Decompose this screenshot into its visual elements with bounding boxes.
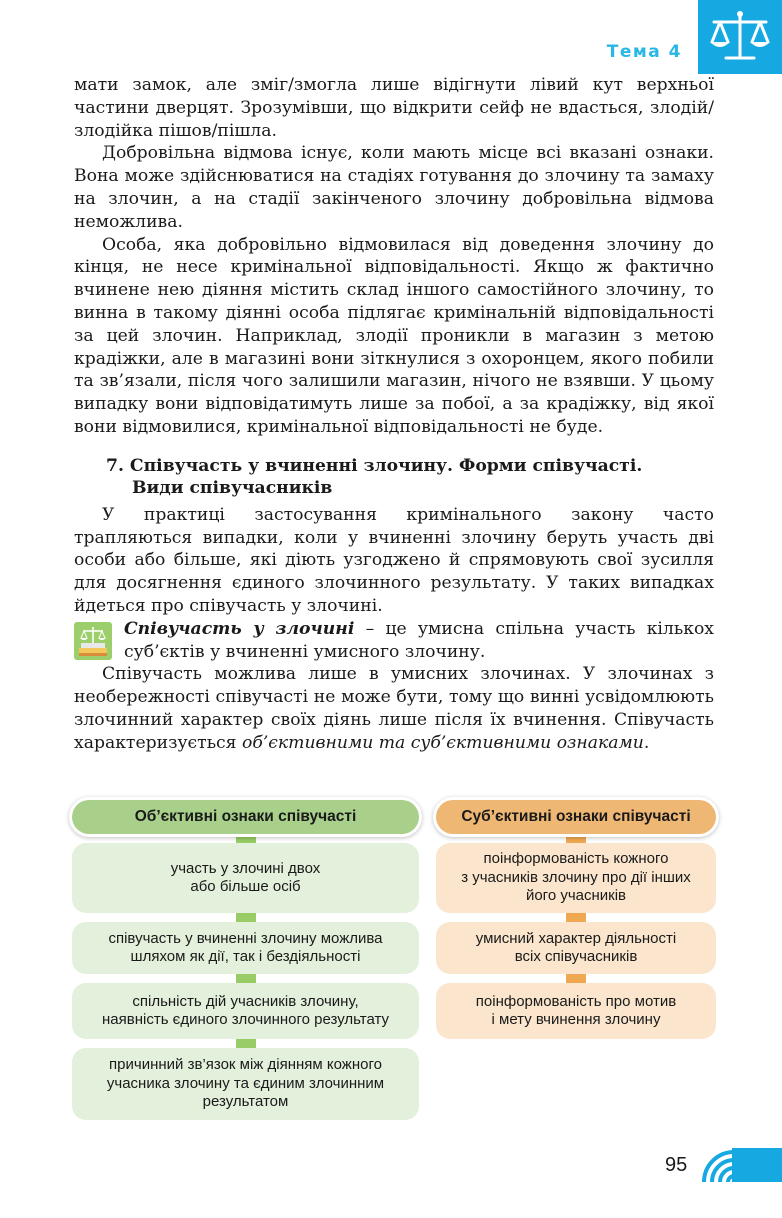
objective-features-column — [72, 800, 419, 1120]
subjective-feature-text: поінформованість кожного з учасників злочину про дії інших його учасників — [461, 850, 691, 905]
definition-body: – це умисна спільна участь кількох суб’єктів у вчиненні умисного злочину. — [124, 618, 714, 662]
page-corner-arcs-icon — [698, 1148, 782, 1182]
definition-text — [124, 618, 714, 664]
books-scales-icon — [74, 622, 112, 660]
subjective-feature-box — [436, 922, 716, 974]
paragraph-5-start: Співучасть можлива лише в умисних злочинах. У злочинах з необережності співучасті не може бути, тому що винні усвідомлюють злочинний характер своїх діянь лише після їх вчинення. Співучасть характеризується — [74, 664, 714, 753]
connector — [566, 974, 586, 983]
objective-feature-box — [72, 1048, 419, 1120]
main-content — [74, 74, 714, 755]
objective-feature-text: причинний зв’язок між діянням кожного учасника злочину та єдиним злочинним результатом — [106, 1056, 385, 1111]
paragraph-1: мати замок, але зміг/змогла лише відігнути лівий кут верхньої частини дверцят. Зрозумівши, що відкрити сейф не вдасться, злодій/злодійка пішов/пішла. — [74, 75, 714, 141]
scales-icon — [706, 8, 774, 66]
objective-feature-text: участь у злочині двох або більше осіб — [170, 859, 321, 895]
connector — [566, 913, 586, 922]
theme-label: Тема 4 — [606, 42, 682, 62]
connector — [566, 834, 586, 843]
subjective-features-header: Суб’єктивні ознаки співучасті — [436, 800, 716, 834]
objective-features-header: Об’єктивні ознаки співучасті — [72, 800, 419, 834]
paragraph-5-end: . — [643, 732, 650, 753]
connector — [236, 913, 256, 922]
subjective-feature-text: умисний характер діяльності всіх співучасників — [475, 929, 677, 965]
definition-block — [74, 618, 714, 664]
theme-tab — [698, 0, 782, 74]
paragraph-5-italic: об’єктивними та суб’єктивними ознаками — [241, 732, 644, 753]
section-heading-line-2: Види співучасників — [132, 478, 333, 499]
objective-feature-text: спільність дій учасників злочину, наявність єдиного злочинного результату — [101, 992, 390, 1028]
subjective-feature-text: поінформованість про мотив і мету вчинення злочину — [475, 992, 677, 1028]
section-heading — [106, 455, 714, 500]
features-diagram — [72, 800, 717, 1130]
objective-feature-box — [72, 922, 419, 974]
objective-feature-box — [72, 843, 419, 913]
objective-feature-text: співучасть у вчиненні злочину можлива шляхом як дії, так і бездіяльності — [108, 929, 383, 965]
connector — [236, 1039, 256, 1048]
section-heading-line-1: 7. Співучасть у вчиненні злочину. Форми співучасті. — [106, 455, 643, 476]
connector — [236, 834, 256, 843]
page-number: 95 — [665, 1154, 688, 1176]
paragraph-5 — [74, 663, 714, 754]
definition-term: Співучасть у злочині — [124, 618, 355, 639]
paragraph-4: У практиці застосування кримінального закону часто трапляються випадки, коли у вчиненні злочину беруть участь дві особи або більше, які діють узгоджено й спрямовують свої зусилля для досягнення єдиного злочинного результату. У таких випадках йдеться про співучасть у злочині. — [74, 504, 714, 616]
objective-feature-box — [72, 983, 419, 1039]
paragraph-2: Добровільна відмова існує, коли мають місце всі вказані ознаки. Вона може здійснюватися на стадіях готування до злочину та замаху на злочин, а на стадії закінченого злочину добровільна відмова неможлива. — [74, 143, 714, 232]
paragraph-3: Особа, яка добровільно відмовилася від доведення злочину до кінця, не несе кримінальної відповідальності. Якщо ж фактично вчинене нею діяння містить склад іншого самостійного злочину, то винна в такому діянні особа підлягає кримінальній відповідальності за цей злочин. Наприклад, злодії проникли в магазин з метою крадіжки, але в магазині вони зіткнулися з охоронцем, якого побили та зв’язали, після чого залишили магазин, нічого не взявши. У цьому випадку вони відповідатимуть лише за побої, а за крадіжку, від якої вони відмовилися, кримінальної відповідальності не буде. — [74, 234, 714, 437]
subjective-feature-box — [436, 843, 716, 913]
subjective-feature-box — [436, 983, 716, 1039]
connector — [236, 974, 256, 983]
subjective-features-column — [436, 800, 716, 1039]
